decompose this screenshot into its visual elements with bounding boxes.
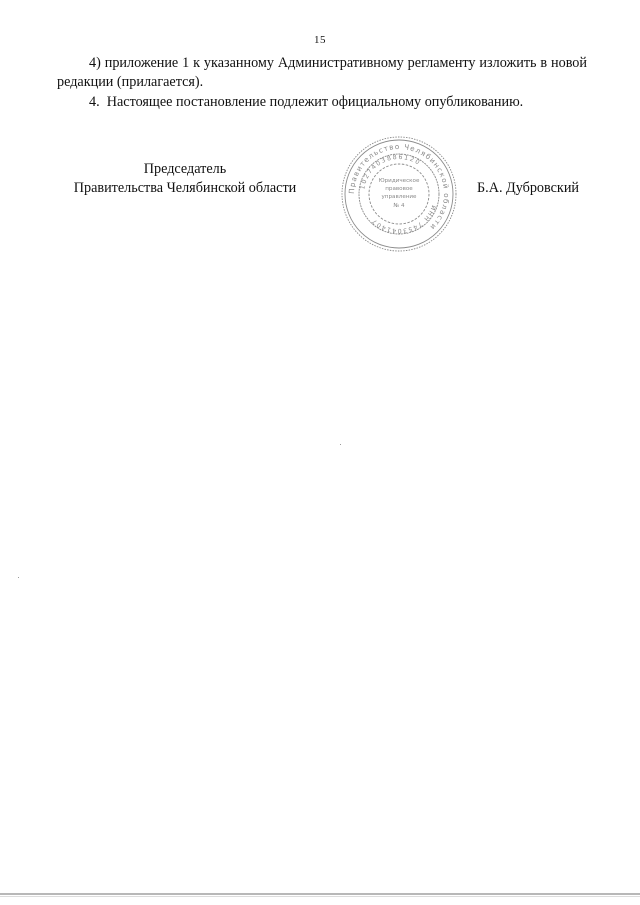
signatory-position-line1: Председатель bbox=[143, 161, 227, 177]
seal-center-line1: Юридическое bbox=[378, 178, 420, 184]
seal-digits-text: 1027403886120 bbox=[359, 153, 422, 191]
page-number: 15 bbox=[314, 34, 326, 46]
scan-speck bbox=[340, 444, 341, 445]
signatory-name: Б.А. Дубровский bbox=[477, 180, 580, 196]
signatory-position bbox=[60, 160, 310, 198]
seal-outer-text: Правительство Челябинской области bbox=[346, 141, 452, 233]
seal-center-line4: № 4 bbox=[393, 203, 405, 209]
scan-edge-line bbox=[0, 893, 640, 895]
seal-center-line2: правовое bbox=[385, 186, 413, 192]
scan-edge-line bbox=[0, 896, 640, 897]
paragraph-publication: 4. Настоящее постановление подлежит официальному опубликованию. bbox=[89, 94, 524, 110]
paragraph-appendix: 4) приложение 1 к указанному Административному регламенту изложить в новой редакции (прилагается). bbox=[57, 55, 587, 90]
seal-graphic bbox=[339, 134, 459, 254]
scan-speck bbox=[18, 577, 19, 578]
official-seal bbox=[339, 134, 459, 254]
signatory-position-line2: Правительства Челябинской области bbox=[73, 180, 297, 196]
seal-inn-text: ИНН 7453041407 bbox=[370, 204, 438, 235]
seal-center-line3: управление bbox=[381, 194, 417, 200]
